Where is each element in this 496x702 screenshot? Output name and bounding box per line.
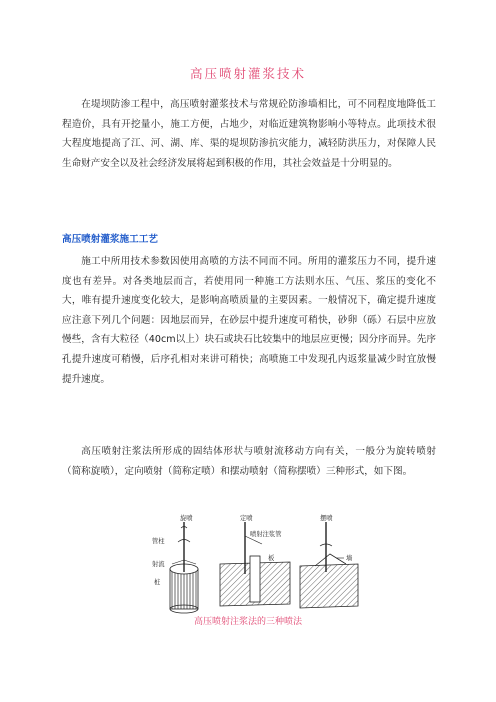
label-rotary-jet: 旋喷 — [180, 515, 193, 522]
figure-caption: 高压喷射注浆法的三种喷法 — [193, 617, 302, 627]
label-pile: 桩 — [154, 579, 161, 586]
process-paragraph: 施工中所用技术参数因使用高喷的方法不同而不同。所用的灌浆压力不同，提升速度也有差异。对各类地层而言，若使用同一种施工方法则水压、气压、浆压的变化不大，唯有提升速度变化较大，是影响高喷质量的主要因素。一般情况下，确定提升速度应注意下列几个问题：因地层而异，在砂层中提升速度可稍快，砂卵（砾）石层中应放慢些，含有大粒径（40cm以上）块石或块石比较集中的地层应更慢；因分序而异。先序孔提升速度可稍慢，后序孔相对来讲可稍快；高喷施工中发现孔内返浆量减少时宜放慢提升速度。 — [62, 256, 436, 385]
injection-diagram — [150, 514, 360, 614]
label-jet-flow: 射流 — [152, 561, 165, 568]
rotary-jet-drawing — [170, 522, 198, 613]
swing-jet-drawing — [300, 522, 358, 608]
label-fixed-jet: 定喷 — [240, 515, 253, 522]
label-pipe: 管柱 — [152, 538, 165, 545]
label-panel: 板 — [268, 555, 275, 562]
section-heading: 高压喷射灌浆施工工艺 — [62, 234, 158, 245]
forms-paragraph: 高压喷射注浆法所形成的固结体形状与喷射流移动方向有关，一般分为旋转喷射（简称旋喷），定向喷射（简称定喷）和摆动喷射（简称摆喷）三种形式，如下图。 — [62, 446, 436, 477]
label-injection-pipe: 喷射注浆管 — [250, 531, 282, 538]
injection-methods-figure — [150, 514, 360, 614]
document-title: 高压喷射灌浆技术 — [189, 66, 306, 81]
intro-paragraph: 在堤坝防渗工程中，高压喷射灌浆技术与常规砼防渗墙相比，可不同程度地降低工程造价，具有开挖量小，施工方便，占地少，对临近建筑物影响小等特点。此项技术很大程度地提高了江、河、湖、库、渠的堤坝防渗抗灾能力，减轻防洪压力，对保障人民生命财产安全以及社会经济发展将起到积极的作用，其社会效益是十分明显的。 — [62, 99, 436, 169]
label-swing-jet: 摆喷 — [320, 515, 333, 522]
label-wall: 墙 — [346, 555, 353, 562]
